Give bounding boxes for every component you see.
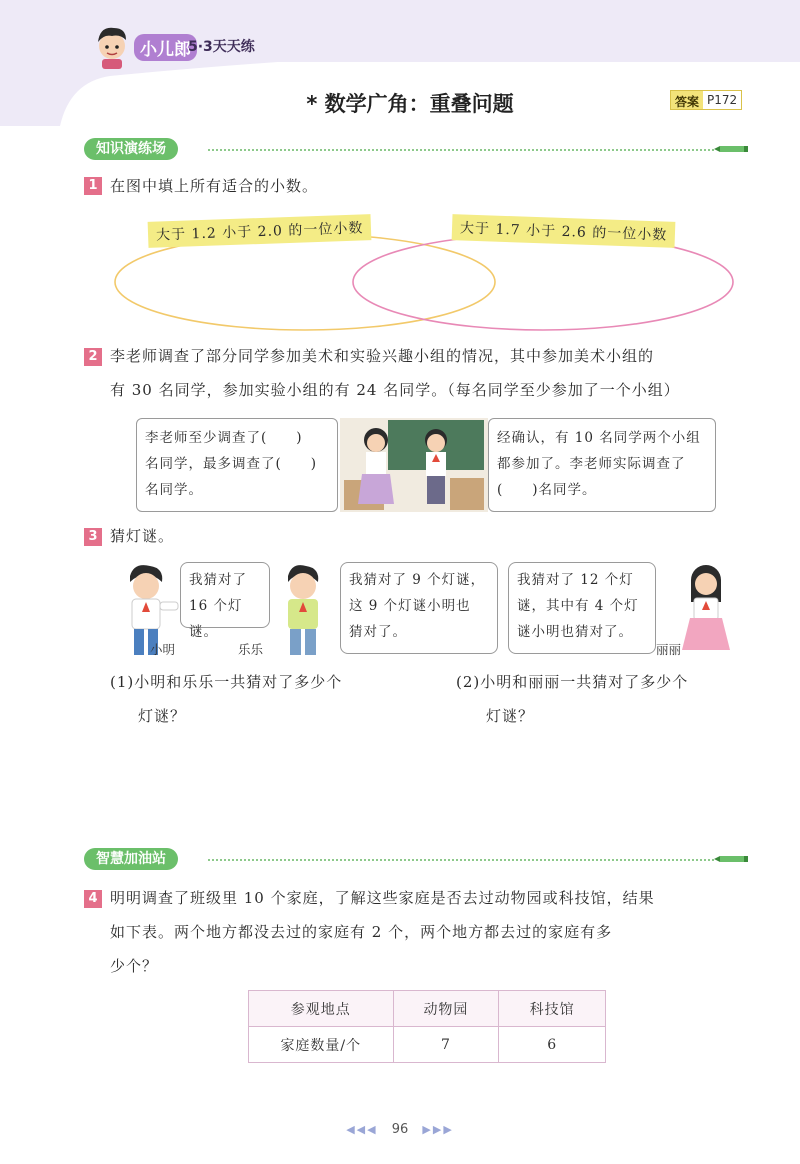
name-xiaoming: 小明 — [150, 642, 176, 657]
question-3-sub-2-line-1: (2)小明和丽丽一共猜对了多少个 — [456, 673, 689, 691]
bubble-line: 猜对了。 — [349, 624, 407, 640]
teacher-note-box — [136, 418, 338, 512]
section-divider — [208, 859, 714, 861]
answer-label: 答案 — [671, 91, 703, 109]
teacher-note-line: 名同学，最多调查了( ) — [145, 456, 318, 472]
table-row — [249, 1027, 606, 1063]
page-footer — [0, 1122, 800, 1137]
question-3-sub-1-line-2: 灯谜？ — [138, 707, 187, 725]
table-header-cell: 参观地点 — [249, 991, 394, 1027]
name-lili: 丽丽 — [656, 642, 682, 657]
bubble-line: 我猜对了 — [189, 572, 247, 588]
bubble-line: 我猜对了 12 个灯 — [517, 572, 634, 588]
brand-series: 5·3天天练 — [188, 39, 255, 55]
classroom-illustration — [340, 418, 488, 512]
venn-right-ellipse — [353, 234, 733, 330]
table-cell: 家庭数量/个 — [249, 1027, 394, 1063]
question-3-sub-2-line-2: 灯谜？ — [486, 707, 535, 725]
page-title: * 数学广角：重叠问题 — [306, 92, 514, 116]
table-header-cell: 动物园 — [393, 991, 499, 1027]
question-2-line-2: 有 30 名同学，参加实验小组的有 24 名同学。（每名同学至少参加了一个小组） — [110, 381, 680, 399]
confirm-note-line: 都参加了。李老师实际调查了 — [497, 456, 686, 472]
lele-speech-bubble — [340, 562, 498, 654]
question-3-sub-1-line-1: (1)小明和乐乐一共猜对了多少个 — [110, 673, 343, 691]
question-number-4: 4 — [84, 890, 102, 908]
answer-tag[interactable] — [670, 90, 742, 110]
venn-left-ellipse — [115, 234, 495, 330]
xiaoming-speech-bubble — [180, 562, 270, 640]
page-number: 96 — [391, 1122, 409, 1137]
brand-name: 小儿郎 — [134, 34, 197, 61]
question-2-line-1: 李老师调查了部分同学参加美术和实验兴趣小组的情况，其中参加美术小组的 — [110, 347, 655, 365]
lili-speech-bubble — [508, 562, 656, 654]
prev-arrows-icon[interactable]: ◀◀◀ — [346, 1123, 378, 1136]
question-3-text: 猜灯谜。 — [110, 527, 175, 545]
name-lele: 乐乐 — [238, 642, 264, 657]
question-number-3: 3 — [84, 528, 102, 546]
question-1-text: 在图中填上所有适合的小数。 — [110, 177, 319, 195]
confirm-note-line: ( )名同学。 — [497, 482, 597, 498]
question-number-2: 2 — [84, 348, 102, 366]
lele-illustration — [268, 562, 340, 658]
pencil-icon — [714, 145, 748, 153]
venn-right-label: 大于 1.7 小于 2.6 的一位小数 — [452, 214, 676, 248]
visit-table — [248, 990, 606, 1063]
table-cell: 6 — [499, 1027, 606, 1063]
section-practice-title: 知识演练场 — [84, 138, 178, 160]
table-cell: 7 — [393, 1027, 499, 1063]
table-header-cell: 科技馆 — [499, 991, 606, 1027]
answer-page: P172 — [703, 91, 741, 109]
next-arrows-icon[interactable]: ▶▶▶ — [422, 1123, 454, 1136]
bubble-line: 谜小明也猜对了。 — [517, 624, 633, 640]
section-challenge-title: 智慧加油站 — [84, 848, 178, 870]
teacher-note-line: 名同学。 — [145, 482, 203, 498]
teacher-note-line: 李老师至少调查了( ) — [145, 430, 303, 446]
question-4-line-2: 如下表。两个地方都没去过的家庭有 2 个，两个地方都去过的家庭有多 — [110, 923, 613, 941]
confirm-note-box — [488, 418, 716, 512]
bubble-line: 这 9 个灯谜小明也 — [349, 598, 471, 614]
pencil-icon — [714, 855, 748, 863]
table-header-row — [249, 991, 606, 1027]
question-number-1: 1 — [84, 177, 102, 195]
bubble-line: 谜，其中有 4 个灯 — [517, 598, 639, 614]
question-4-line-1: 明明调查了班级里 10 个家庭，了解这些家庭是否去过动物园或科技馆，结果 — [110, 889, 655, 907]
section-divider — [208, 149, 714, 151]
venn-left-label: 大于 1.2 小于 2.0 的一位小数 — [148, 214, 372, 248]
mascot-icon — [92, 22, 132, 70]
confirm-note-line: 经确认，有 10 名同学两个小组 — [497, 430, 701, 446]
bubble-line: 我猜对了 9 个灯谜， — [349, 572, 486, 588]
bubble-line: 16 个灯谜。 — [189, 598, 243, 640]
question-4-line-3: 少个？ — [110, 957, 159, 975]
